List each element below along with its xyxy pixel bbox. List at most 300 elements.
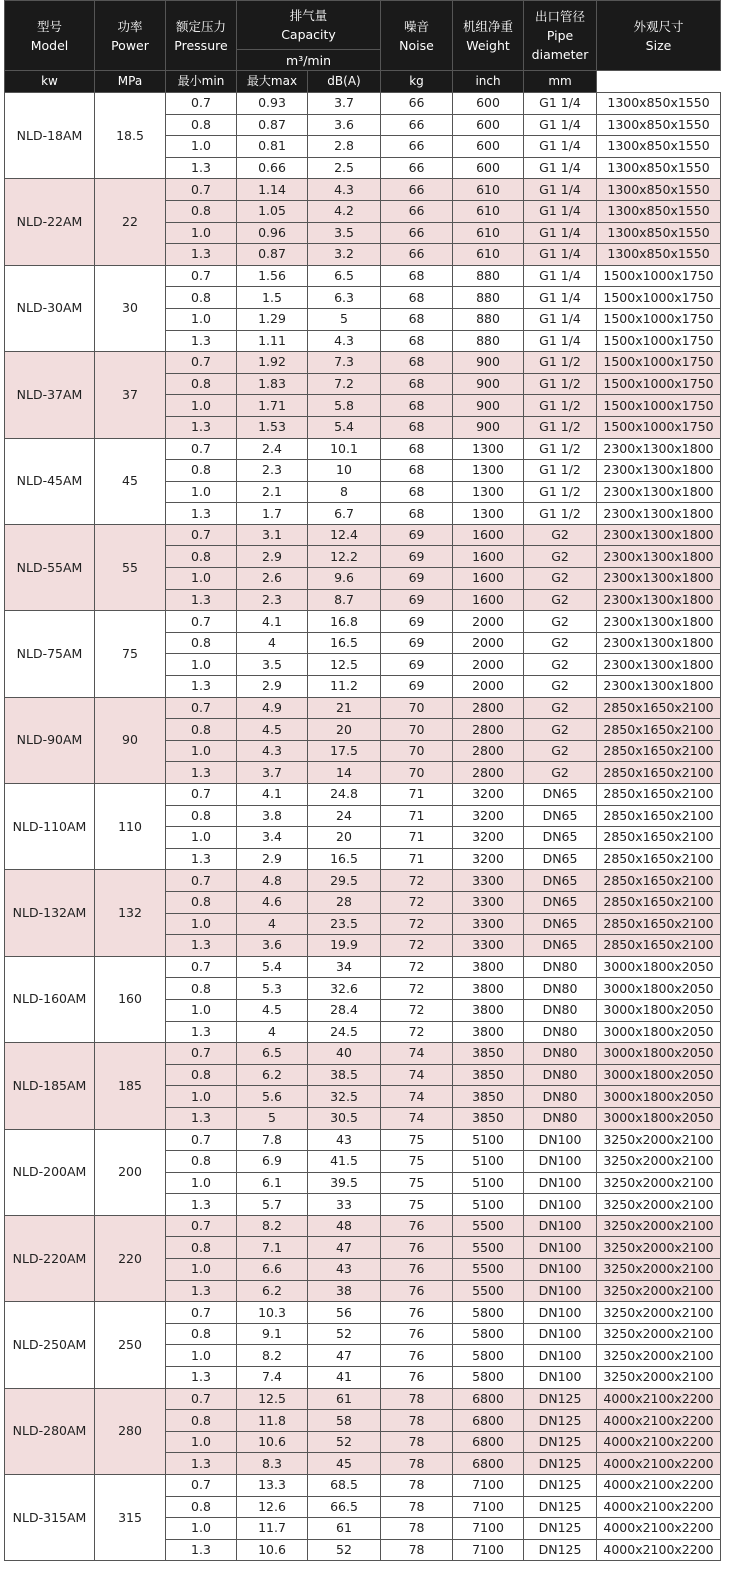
cell-pipe: G1 1/4 [524, 330, 597, 352]
cell-weight: 3800 [453, 1021, 524, 1043]
cell-size: 2850x1650x2100 [597, 891, 721, 913]
cell-weight: 3800 [453, 978, 524, 1000]
cell-pipe: DN125 [524, 1431, 597, 1453]
cell-power: 250 [95, 1302, 166, 1388]
cell-size: 3250x2000x2100 [597, 1345, 721, 1367]
cell-weight: 5100 [453, 1151, 524, 1173]
cell-pipe: G1 1/2 [524, 503, 597, 525]
cell-weight: 3850 [453, 1064, 524, 1086]
cell-size: 3000x1800x2050 [597, 1064, 721, 1086]
cell-size: 2300x1300x1800 [597, 481, 721, 503]
cell-size: 4000x2100x2200 [597, 1496, 721, 1518]
cell-size: 1500x1000x1750 [597, 308, 721, 330]
cell-weight: 900 [453, 395, 524, 417]
cell-weight: 900 [453, 352, 524, 374]
cell-capacity-max: 12.4 [308, 524, 381, 546]
cell-capacity-max: 16.8 [308, 611, 381, 633]
cell-capacity-max: 24 [308, 805, 381, 827]
cell-capacity-max: 23.5 [308, 913, 381, 935]
header-pipe [524, 1, 597, 71]
cell-capacity-min: 7.8 [237, 1129, 308, 1151]
cell-pressure: 0.8 [166, 1064, 237, 1086]
cell-size: 3000x1800x2050 [597, 1086, 721, 1108]
cell-weight: 2800 [453, 719, 524, 741]
cell-capacity-max: 48 [308, 1215, 381, 1237]
cell-capacity-min: 4.8 [237, 870, 308, 892]
header-capacity-cn: 排气量 [289, 8, 328, 24]
cell-weight: 5500 [453, 1259, 524, 1281]
cell-power: 132 [95, 870, 166, 956]
cell-pressure: 1.0 [166, 308, 237, 330]
cell-capacity-max: 41 [308, 1367, 381, 1389]
cell-noise: 68 [381, 352, 453, 374]
cell-capacity-max: 7.2 [308, 373, 381, 395]
cell-size: 3000x1800x2050 [597, 1043, 721, 1065]
table-row [5, 524, 721, 546]
cell-size: 3250x2000x2100 [597, 1129, 721, 1151]
cell-capacity-min: 5.6 [237, 1086, 308, 1108]
cell-noise: 74 [381, 1043, 453, 1065]
cell-noise: 78 [381, 1431, 453, 1453]
cell-capacity-max: 52 [308, 1431, 381, 1453]
cell-pipe: G1 1/4 [524, 265, 597, 287]
cell-capacity-min: 1.83 [237, 373, 308, 395]
cell-capacity-min: 2.3 [237, 460, 308, 482]
cell-pressure: 1.0 [166, 1518, 237, 1540]
cell-size: 3250x2000x2100 [597, 1367, 721, 1389]
cell-noise: 66 [381, 114, 453, 136]
cell-size: 1500x1000x1750 [597, 352, 721, 374]
cell-capacity-min: 2.9 [237, 676, 308, 698]
cell-capacity-min: 6.9 [237, 1151, 308, 1173]
cell-pipe: G2 [524, 676, 597, 698]
cell-pipe: G2 [524, 589, 597, 611]
table-row [5, 956, 721, 978]
table-row [5, 1388, 721, 1410]
cell-weight: 2800 [453, 740, 524, 762]
cell-noise: 76 [381, 1259, 453, 1281]
cell-pipe: G1 1/2 [524, 481, 597, 503]
cell-pressure: 0.8 [166, 978, 237, 1000]
cell-size: 2300x1300x1800 [597, 676, 721, 698]
cell-noise: 69 [381, 568, 453, 590]
cell-pressure: 0.8 [166, 287, 237, 309]
cell-capacity-min: 0.87 [237, 244, 308, 266]
cell-capacity-min: 2.9 [237, 848, 308, 870]
cell-capacity-min: 1.53 [237, 416, 308, 438]
cell-pressure: 1.3 [166, 848, 237, 870]
header-weight-cn: 机组净重 [463, 18, 514, 34]
header-pipe-en: Pipe [546, 28, 574, 43]
cell-power: 280 [95, 1388, 166, 1474]
cell-pressure: 1.3 [166, 503, 237, 525]
cell-size: 1500x1000x1750 [597, 287, 721, 309]
cell-pressure: 1.0 [166, 654, 237, 676]
cell-pipe: DN80 [524, 1043, 597, 1065]
table-row [5, 1043, 721, 1065]
spec-table-container [4, 0, 721, 1561]
cell-model: NLD-22AM [5, 179, 95, 265]
cell-pipe: G1 1/2 [524, 460, 597, 482]
cell-size: 2300x1300x1800 [597, 460, 721, 482]
cell-pressure: 1.3 [166, 589, 237, 611]
cell-pressure: 0.7 [166, 1475, 237, 1497]
cell-pressure: 0.7 [166, 1215, 237, 1237]
cell-size: 2300x1300x1800 [597, 546, 721, 568]
cell-pipe: G2 [524, 524, 597, 546]
cell-capacity-min: 3.6 [237, 935, 308, 957]
cell-pipe: G1 1/4 [524, 136, 597, 158]
cell-capacity-max: 58 [308, 1410, 381, 1432]
cell-noise: 74 [381, 1107, 453, 1129]
cell-noise: 76 [381, 1280, 453, 1302]
cell-capacity-max: 30.5 [308, 1107, 381, 1129]
cell-capacity-min: 2.3 [237, 589, 308, 611]
cell-capacity-max: 3.5 [308, 222, 381, 244]
cell-pressure: 0.7 [166, 784, 237, 806]
cell-capacity-max: 38.5 [308, 1064, 381, 1086]
cell-model: NLD-75AM [5, 611, 95, 697]
cell-power: 220 [95, 1215, 166, 1301]
cell-noise: 66 [381, 136, 453, 158]
cell-pipe: DN80 [524, 978, 597, 1000]
header-power-en: Power [111, 37, 149, 53]
cell-power: 37 [95, 352, 166, 438]
cell-capacity-min: 0.66 [237, 157, 308, 179]
cell-capacity-min: 7.4 [237, 1367, 308, 1389]
cell-pipe: DN65 [524, 935, 597, 957]
cell-pipe: DN100 [524, 1345, 597, 1367]
cell-size: 2300x1300x1800 [597, 568, 721, 590]
cell-pressure: 0.8 [166, 114, 237, 136]
cell-capacity-max: 4.2 [308, 200, 381, 222]
cell-pipe: DN100 [524, 1194, 597, 1216]
cell-capacity-max: 47 [308, 1345, 381, 1367]
cell-noise: 66 [381, 200, 453, 222]
cell-capacity-min: 1.14 [237, 179, 308, 201]
header-size-en: Size [645, 37, 672, 53]
cell-capacity-max: 16.5 [308, 632, 381, 654]
header-pipe-en-2: diameter [531, 47, 589, 62]
unit-power: kw [5, 71, 95, 93]
cell-weight: 3200 [453, 805, 524, 827]
cell-pipe: DN80 [524, 1107, 597, 1129]
cell-noise: 72 [381, 1021, 453, 1043]
cell-size: 2300x1300x1800 [597, 438, 721, 460]
cell-noise: 69 [381, 654, 453, 676]
cell-noise: 71 [381, 805, 453, 827]
cell-pressure: 1.0 [166, 827, 237, 849]
cell-size: 2850x1650x2100 [597, 935, 721, 957]
cell-pipe: DN65 [524, 784, 597, 806]
cell-pipe: G1 1/4 [524, 287, 597, 309]
cell-noise: 66 [381, 93, 453, 115]
cell-weight: 600 [453, 157, 524, 179]
cell-pressure: 0.8 [166, 891, 237, 913]
header-power [95, 1, 166, 71]
unit-weight: kg [381, 71, 453, 93]
cell-pipe: G1 1/4 [524, 244, 597, 266]
cell-model: NLD-315AM [5, 1475, 95, 1561]
table-row [5, 438, 721, 460]
cell-size: 4000x2100x2200 [597, 1388, 721, 1410]
cell-capacity-max: 4.3 [308, 179, 381, 201]
header-capacity-unit: m³/min [237, 50, 381, 71]
cell-size: 2850x1650x2100 [597, 740, 721, 762]
unit-pressure: MPa [95, 71, 166, 93]
cell-pressure: 1.0 [166, 222, 237, 244]
cell-weight: 3800 [453, 999, 524, 1021]
cell-capacity-max: 10.1 [308, 438, 381, 460]
cell-pipe: DN100 [524, 1172, 597, 1194]
cell-noise: 76 [381, 1302, 453, 1324]
cell-pipe: DN125 [524, 1453, 597, 1475]
cell-weight: 880 [453, 287, 524, 309]
cell-pressure: 0.7 [166, 1302, 237, 1324]
cell-weight: 3300 [453, 913, 524, 935]
cell-noise: 68 [381, 438, 453, 460]
cell-size: 2850x1650x2100 [597, 827, 721, 849]
cell-weight: 1600 [453, 568, 524, 590]
cell-pipe: G1 1/2 [524, 438, 597, 460]
cell-pipe: G1 1/4 [524, 308, 597, 330]
unit-noise: dB(A) [308, 71, 381, 93]
cell-weight: 5800 [453, 1345, 524, 1367]
cell-capacity-min: 4.5 [237, 719, 308, 741]
cell-pressure: 0.8 [166, 546, 237, 568]
cell-pressure: 0.7 [166, 1129, 237, 1151]
cell-size: 4000x2100x2200 [597, 1431, 721, 1453]
cell-pressure: 1.3 [166, 157, 237, 179]
cell-capacity-max: 24.5 [308, 1021, 381, 1043]
cell-noise: 78 [381, 1496, 453, 1518]
cell-power: 45 [95, 438, 166, 524]
cell-weight: 2000 [453, 676, 524, 698]
cell-pressure: 0.7 [166, 179, 237, 201]
cell-pressure: 0.8 [166, 805, 237, 827]
cell-capacity-min: 6.2 [237, 1064, 308, 1086]
cell-capacity-min: 4 [237, 913, 308, 935]
cell-pipe: DN80 [524, 1021, 597, 1043]
spec-table [4, 0, 721, 1561]
cell-pipe: DN80 [524, 1064, 597, 1086]
cell-capacity-max: 6.5 [308, 265, 381, 287]
cell-capacity-min: 4.9 [237, 697, 308, 719]
cell-capacity-min: 9.1 [237, 1323, 308, 1345]
cell-weight: 600 [453, 114, 524, 136]
header-pipe-cn: 出口管径 [535, 9, 586, 24]
cell-pressure: 0.7 [166, 1388, 237, 1410]
cell-size: 2300x1300x1800 [597, 589, 721, 611]
cell-weight: 2800 [453, 697, 524, 719]
cell-capacity-min: 6.5 [237, 1043, 308, 1065]
cell-weight: 3300 [453, 935, 524, 957]
cell-weight: 600 [453, 93, 524, 115]
cell-model: NLD-18AM [5, 93, 95, 179]
cell-capacity-max: 43 [308, 1129, 381, 1151]
cell-capacity-max: 3.7 [308, 93, 381, 115]
cell-capacity-min: 4.3 [237, 740, 308, 762]
cell-pipe: DN125 [524, 1475, 597, 1497]
cell-capacity-min: 12.6 [237, 1496, 308, 1518]
cell-weight: 5800 [453, 1302, 524, 1324]
cell-noise: 70 [381, 719, 453, 741]
cell-size: 2850x1650x2100 [597, 697, 721, 719]
cell-pipe: DN80 [524, 956, 597, 978]
cell-pressure: 1.0 [166, 740, 237, 762]
cell-size: 4000x2100x2200 [597, 1410, 721, 1432]
cell-noise: 76 [381, 1237, 453, 1259]
cell-size: 1300x850x1550 [597, 200, 721, 222]
header-pressure [166, 1, 237, 71]
cell-noise: 69 [381, 676, 453, 698]
cell-capacity-min: 12.5 [237, 1388, 308, 1410]
header-model-en: Model [30, 37, 69, 53]
cell-weight: 6800 [453, 1410, 524, 1432]
cell-capacity-max: 12.5 [308, 654, 381, 676]
cell-pipe: DN80 [524, 999, 597, 1021]
cell-noise: 69 [381, 611, 453, 633]
cell-pipe: G1 1/4 [524, 93, 597, 115]
cell-size: 3250x2000x2100 [597, 1194, 721, 1216]
cell-pressure: 1.0 [166, 913, 237, 935]
cell-model: NLD-55AM [5, 524, 95, 610]
cell-model: NLD-110AM [5, 784, 95, 870]
cell-capacity-max: 34 [308, 956, 381, 978]
cell-pressure: 0.8 [166, 719, 237, 741]
cell-size: 2300x1300x1800 [597, 611, 721, 633]
cell-capacity-min: 1.29 [237, 308, 308, 330]
cell-noise: 78 [381, 1539, 453, 1561]
cell-size: 3000x1800x2050 [597, 978, 721, 1000]
cell-pipe: DN65 [524, 870, 597, 892]
cell-capacity-max: 68.5 [308, 1475, 381, 1497]
cell-pressure: 0.7 [166, 956, 237, 978]
cell-pressure: 0.8 [166, 1496, 237, 1518]
cell-capacity-min: 4.1 [237, 784, 308, 806]
cell-weight: 1300 [453, 438, 524, 460]
cell-noise: 72 [381, 935, 453, 957]
cell-pipe: G2 [524, 719, 597, 741]
unit-pipe: inch [453, 71, 524, 93]
cell-pressure: 0.7 [166, 611, 237, 633]
cell-pipe: DN100 [524, 1367, 597, 1389]
cell-size: 2850x1650x2100 [597, 848, 721, 870]
cell-capacity-min: 4.5 [237, 999, 308, 1021]
cell-power: 160 [95, 956, 166, 1042]
cell-capacity-min: 0.93 [237, 93, 308, 115]
cell-weight: 5500 [453, 1280, 524, 1302]
cell-pipe: G2 [524, 762, 597, 784]
cell-pressure: 1.0 [166, 999, 237, 1021]
cell-noise: 70 [381, 762, 453, 784]
cell-size: 3250x2000x2100 [597, 1172, 721, 1194]
cell-weight: 1600 [453, 589, 524, 611]
cell-pressure: 1.3 [166, 1280, 237, 1302]
cell-noise: 66 [381, 179, 453, 201]
cell-size: 4000x2100x2200 [597, 1539, 721, 1561]
cell-capacity-min: 1.05 [237, 200, 308, 222]
cell-size: 1500x1000x1750 [597, 416, 721, 438]
cell-pressure: 0.8 [166, 1151, 237, 1173]
cell-capacity-min: 3.7 [237, 762, 308, 784]
cell-weight: 600 [453, 136, 524, 158]
cell-model: NLD-30AM [5, 265, 95, 351]
cell-noise: 71 [381, 827, 453, 849]
cell-pressure: 1.3 [166, 330, 237, 352]
cell-noise: 69 [381, 524, 453, 546]
cell-noise: 72 [381, 956, 453, 978]
cell-model: NLD-185AM [5, 1043, 95, 1129]
cell-pressure: 0.7 [166, 93, 237, 115]
cell-weight: 5800 [453, 1323, 524, 1345]
cell-weight: 880 [453, 330, 524, 352]
cell-weight: 5100 [453, 1172, 524, 1194]
cell-size: 2850x1650x2100 [597, 913, 721, 935]
cell-power: 55 [95, 524, 166, 610]
cell-noise: 66 [381, 157, 453, 179]
cell-power: 185 [95, 1043, 166, 1129]
cell-capacity-min: 7.1 [237, 1237, 308, 1259]
cell-pipe: DN100 [524, 1129, 597, 1151]
cell-size: 1300x850x1550 [597, 157, 721, 179]
cell-pressure: 1.3 [166, 1453, 237, 1475]
header-pressure-cn: 额定压力 [175, 18, 226, 34]
cell-noise: 76 [381, 1367, 453, 1389]
cell-pipe: G1 1/4 [524, 222, 597, 244]
cell-pipe: G2 [524, 740, 597, 762]
cell-capacity-min: 6.6 [237, 1259, 308, 1281]
cell-noise: 70 [381, 740, 453, 762]
cell-model: NLD-250AM [5, 1302, 95, 1388]
cell-pressure: 1.0 [166, 1431, 237, 1453]
cell-capacity-min: 3.5 [237, 654, 308, 676]
unit-capacity-max: 最大max [237, 71, 308, 93]
cell-noise: 68 [381, 287, 453, 309]
cell-capacity-max: 38 [308, 1280, 381, 1302]
cell-noise: 71 [381, 784, 453, 806]
cell-weight: 7100 [453, 1475, 524, 1497]
cell-capacity-max: 52 [308, 1539, 381, 1561]
cell-noise: 66 [381, 222, 453, 244]
cell-pipe: DN100 [524, 1323, 597, 1345]
cell-size: 1500x1000x1750 [597, 373, 721, 395]
cell-size: 3250x2000x2100 [597, 1323, 721, 1345]
cell-power: 22 [95, 179, 166, 265]
cell-weight: 7100 [453, 1518, 524, 1540]
header-size-cn: 外观尺寸 [633, 18, 684, 34]
cell-weight: 3200 [453, 784, 524, 806]
cell-capacity-min: 1.5 [237, 287, 308, 309]
cell-pressure: 1.3 [166, 1539, 237, 1561]
cell-model: NLD-160AM [5, 956, 95, 1042]
cell-pipe: G2 [524, 654, 597, 676]
cell-model: NLD-132AM [5, 870, 95, 956]
cell-capacity-max: 6.3 [308, 287, 381, 309]
header-power-cn: 功率 [117, 18, 143, 34]
header-noise-en: Noise [399, 37, 434, 53]
cell-pipe: DN100 [524, 1259, 597, 1281]
table-row [5, 1475, 721, 1497]
cell-pipe: DN65 [524, 805, 597, 827]
cell-capacity-max: 19.9 [308, 935, 381, 957]
cell-capacity-max: 32.5 [308, 1086, 381, 1108]
cell-noise: 70 [381, 697, 453, 719]
cell-noise: 68 [381, 503, 453, 525]
cell-capacity-min: 0.87 [237, 114, 308, 136]
cell-capacity-min: 4 [237, 632, 308, 654]
cell-capacity-max: 45 [308, 1453, 381, 1475]
